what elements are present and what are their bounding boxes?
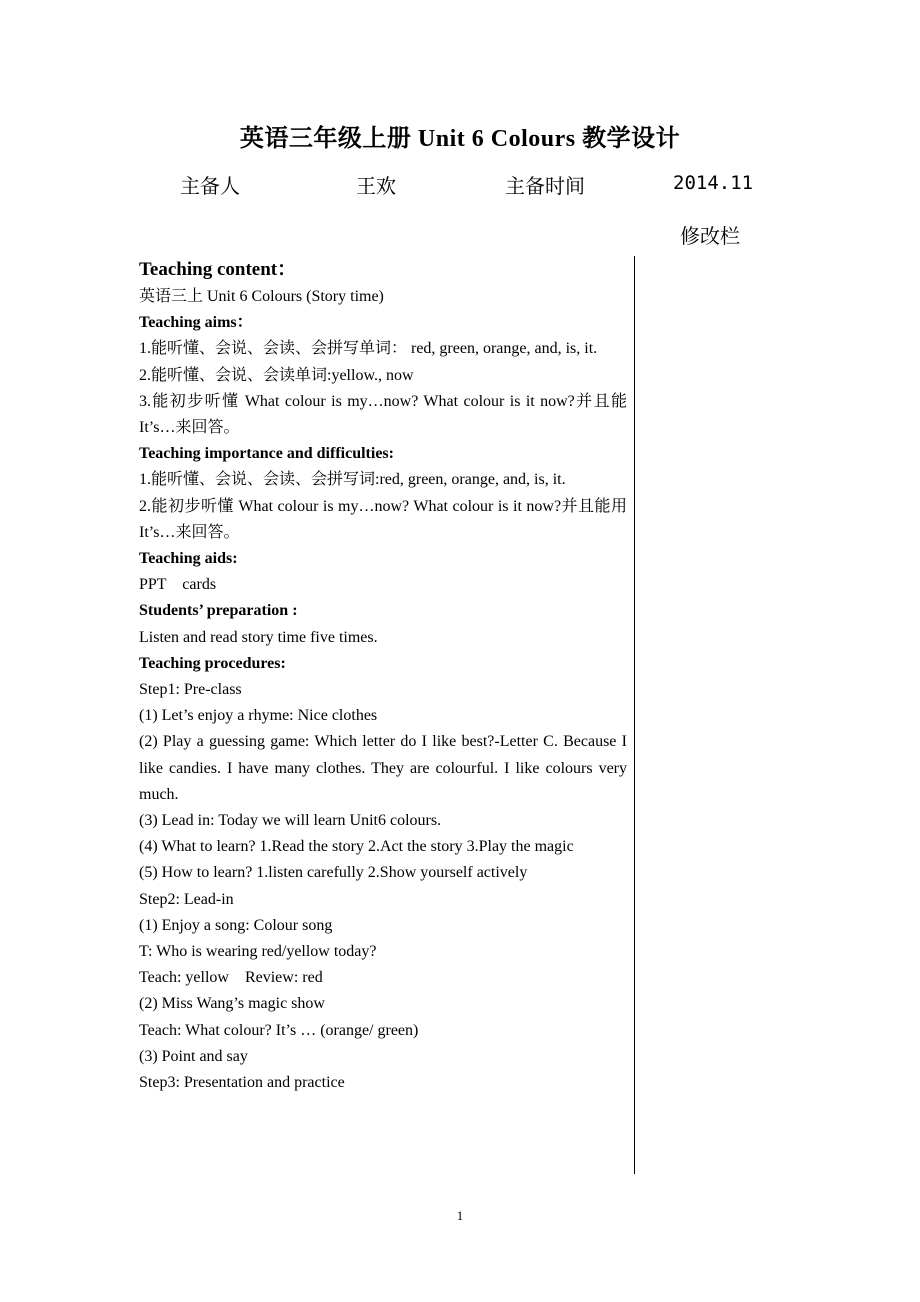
importance-heading: Teaching importance and difficulties:	[139, 445, 394, 463]
procedure-item: (4) What to learn? 1.Read the story 2.Act the story 3.Play the magic	[139, 838, 574, 856]
step-heading: Step1: Pre-class	[139, 681, 242, 699]
lead-teacher-label: 主备人	[180, 174, 240, 198]
procedure-item: (3) Point and say	[139, 1047, 248, 1065]
document-title: 英语三年级上册 Unit 6 Colours 教学设计	[239, 126, 681, 152]
aim-item: 3.能初步听懂 What colour is my…now? What colour is it now?并且能 It’s…来回答。	[139, 392, 627, 437]
content-text: 英语三上 Unit 6 Colours (Story time)	[139, 288, 384, 305]
aim-item: 1.能听懂、会说、会读、会拼写单词： red, green, orange, and, is, it.	[139, 340, 598, 358]
procedure-item: (3) Lead in: Today we will learn Unit6 colours.	[139, 812, 442, 830]
aims-heading: Teaching aims：	[139, 314, 253, 332]
content-heading: Teaching content：	[139, 259, 297, 280]
importance-item: 1.能听懂、会说、会读、会拼写词:red, green, orange, and, is, it.	[139, 471, 566, 489]
column-divider	[634, 256, 635, 1174]
procedure-item: (1) Let’s enjoy a rhyme: Nice clothes	[139, 707, 378, 725]
procedures-heading: Teaching procedures:	[139, 654, 286, 672]
preparation-heading: Students’ preparation :	[139, 602, 298, 620]
preparation-text: Listen and read story time five times.	[139, 628, 378, 646]
procedure-item: (1) Enjoy a song: Colour song	[139, 916, 333, 934]
prep-date: 2014.11	[673, 172, 754, 194]
importance-item: 2.能初步听懂 What colour is my…now? What colour is it now?并且能用 It’s…来回答。	[139, 497, 627, 541]
aids-heading: Teaching aids:	[139, 550, 238, 568]
procedure-item: (2) Play a guessing game: Which letter do I like best?-Letter C. Because I like candies. I have many clothes. They are colourful. I like colours very much.	[139, 733, 627, 803]
procedure-item: (2) Miss Wang’s magic show	[139, 995, 325, 1013]
procedure-item: Teach: What colour? It’s … (orange/ green)	[139, 1021, 419, 1039]
procedure-item: Teach: yellow Review: red	[139, 969, 323, 987]
page-number: 1	[456, 1208, 464, 1223]
prep-time-label: 主备时间	[505, 174, 585, 198]
procedure-item: T: Who is wearing red/yellow today?	[139, 943, 377, 961]
lead-teacher-name: 王欢	[356, 174, 396, 198]
revision-column-label: 修改栏	[680, 224, 740, 248]
aids-text: PPT cards	[139, 576, 217, 594]
step-heading: Step2: Lead-in	[139, 890, 234, 908]
lesson-content	[139, 256, 627, 1096]
procedure-item: (5) How to learn? 1.listen carefully 2.Show yourself actively	[139, 864, 528, 882]
aim-item: 2.能听懂、会说、会读单词:yellow., now	[139, 366, 414, 384]
step-heading: Step3: Presentation and practice	[139, 1074, 345, 1092]
